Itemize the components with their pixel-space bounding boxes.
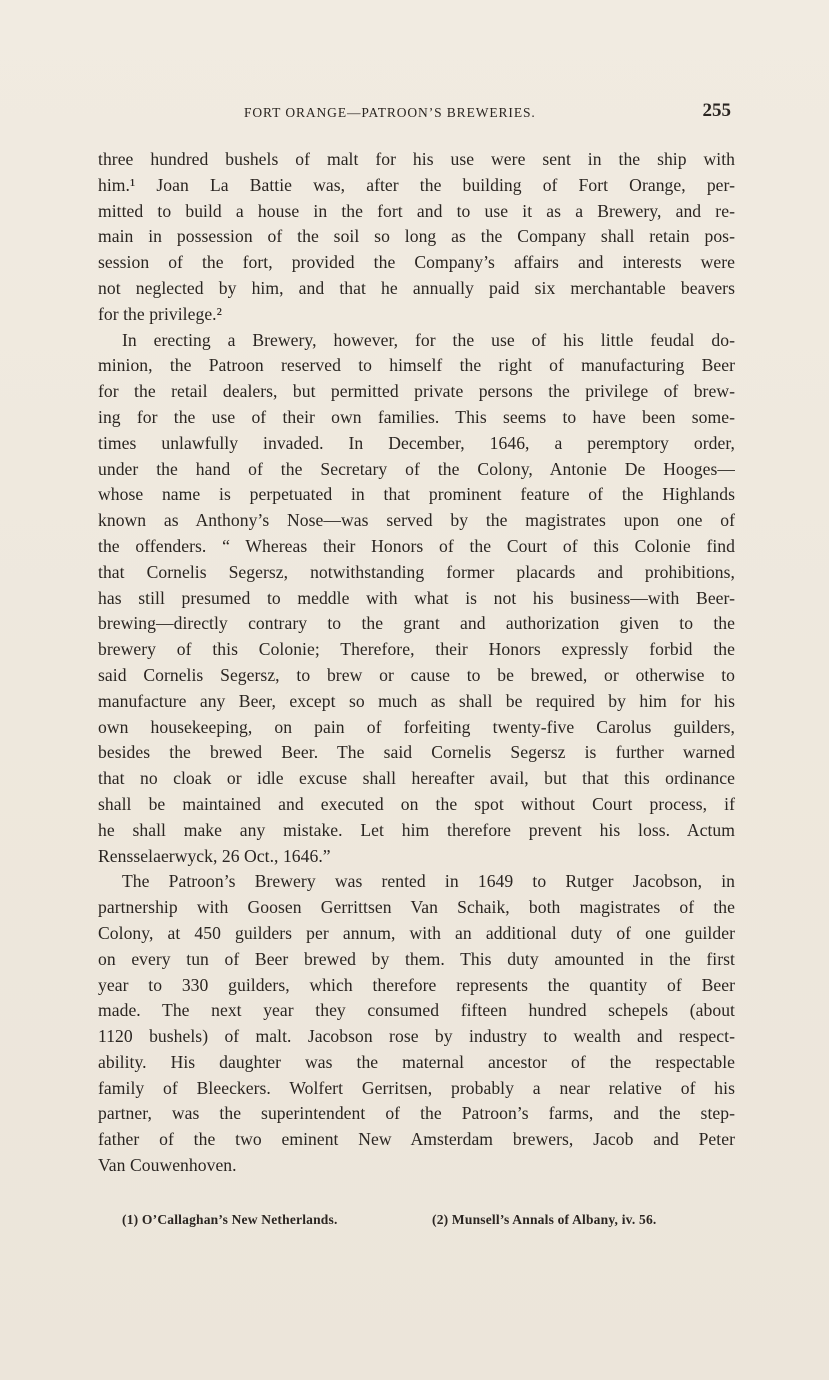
body-text bbox=[98, 147, 735, 1179]
text-line: 1120 bushels) of malt. Jacobson rose by industry to wealth and respect- bbox=[98, 1026, 735, 1047]
text-line: main in possession of the soil so long as the Company shall retain pos- bbox=[98, 226, 735, 247]
text-line: partner, was the superintendent of the Patroon’s farms, and the step- bbox=[98, 1103, 735, 1124]
running-head: FORT ORANGE—PATROON’S BREWERIES. bbox=[244, 105, 536, 120]
text-line: has still presumed to meddle with what is not his business—with Beer- bbox=[98, 587, 735, 608]
text-line: Rensselaerwyck, 26 Oct., 1646.” bbox=[98, 845, 331, 866]
text-line: shall be maintained and executed on the spot without Court process, if bbox=[98, 793, 735, 814]
text-line: on every tun of Beer brewed by them. This duty amounted in the first bbox=[98, 948, 735, 969]
text-line: father of the two eminent New Amsterdam brewers, Jacob and Peter bbox=[98, 1129, 735, 1150]
text-line: under the hand of the Secretary of the Colony, Antonie De Hooges— bbox=[98, 458, 735, 479]
text-line: brewery of this Colonie; Therefore, their Honors expressly forbid the bbox=[98, 639, 735, 660]
text-line: minion, the Patroon reserved to himself the right of manufacturing Beer bbox=[98, 355, 735, 376]
text-line: In erecting a Brewery, however, for the use of his little feudal do- bbox=[122, 329, 735, 350]
page-number: 255 bbox=[702, 100, 731, 121]
text-line: known as Anthony’s Nose—was served by the magistrates upon one of bbox=[98, 510, 735, 531]
text-line: mitted to build a house in the fort and to use it as a Brewery, and re- bbox=[98, 200, 735, 221]
text-line: that no cloak or idle excuse shall hereafter avail, but that this ordinance bbox=[98, 768, 735, 789]
text-line: for the retail dealers, but permitted private persons the privilege of brew- bbox=[98, 381, 735, 402]
footnote-2: (2) Munsell’s Annals of Albany, iv. 56. bbox=[432, 1212, 657, 1227]
text-line: whose name is perpetuated in that prominent feature of the Highlands bbox=[98, 484, 735, 505]
text-line: The Patroon’s Brewery was rented in 1649 to Rutger Jacobson, in bbox=[122, 871, 735, 892]
text-line: besides the brewed Beer. The said Cornelis Segersz is further warned bbox=[98, 742, 735, 763]
text-line: own housekeeping, on pain of forfeiting twenty-five Carolus guilders, bbox=[98, 716, 735, 737]
text-line: not neglected by him, and that he annually paid six merchantable beavers bbox=[98, 277, 735, 298]
text-line: said Cornelis Segersz, to brew or cause to be brewed, or otherwise to bbox=[98, 664, 735, 685]
text-line: session of the fort, provided the Company’s affairs and interests were bbox=[98, 252, 735, 273]
text-line: he shall make any mistake. Let him therefore prevent his loss. Actum bbox=[98, 819, 735, 840]
text-line: Van Couwenhoven. bbox=[98, 1155, 237, 1176]
text-line: times unlawfully invaded. In December, 1646, a peremptory order, bbox=[98, 432, 735, 453]
text-line: the offenders. “ Whereas their Honors of the Court of this Colonie find bbox=[98, 535, 735, 556]
text-line: three hundred bushels of malt for his use were sent in the ship with bbox=[98, 149, 735, 169]
text-line: year to 330 guilders, which therefore represents the quantity of Beer bbox=[98, 974, 735, 995]
text-line: manufacture any Beer, except so much as shall be required by him for his bbox=[98, 690, 735, 711]
text-line: partnership with Goosen Gerrittsen Van Schaik, both magistrates of the bbox=[98, 897, 735, 918]
text-line: ability. His daughter was the maternal ancestor of the respectable bbox=[98, 1051, 735, 1072]
footnote-1: (1) O’Callaghan’s New Netherlands. bbox=[122, 1212, 338, 1227]
text-line: brewing—directly contrary to the grant and authorization given to the bbox=[98, 613, 735, 634]
text-line: family of Bleeckers. Wolfert Gerritsen, probably a near relative of his bbox=[98, 1077, 735, 1098]
text-line: made. The next year they consumed fifteen hundred schepels (about bbox=[98, 1000, 735, 1021]
text-line: him.¹ Joan La Battie was, after the building of Fort Orange, per- bbox=[98, 174, 735, 195]
text-line: that Cornelis Segersz, notwithstanding former placards and prohibitions, bbox=[98, 561, 735, 582]
text-line: for the privilege.² bbox=[98, 303, 222, 324]
footnotes bbox=[122, 1212, 722, 1232]
text-line: Colony, at 450 guilders per annum, with an additional duty of one guilder bbox=[98, 922, 735, 943]
text-line: ing for the use of their own families. This seems to have been some- bbox=[98, 406, 735, 427]
page-header bbox=[96, 100, 733, 127]
